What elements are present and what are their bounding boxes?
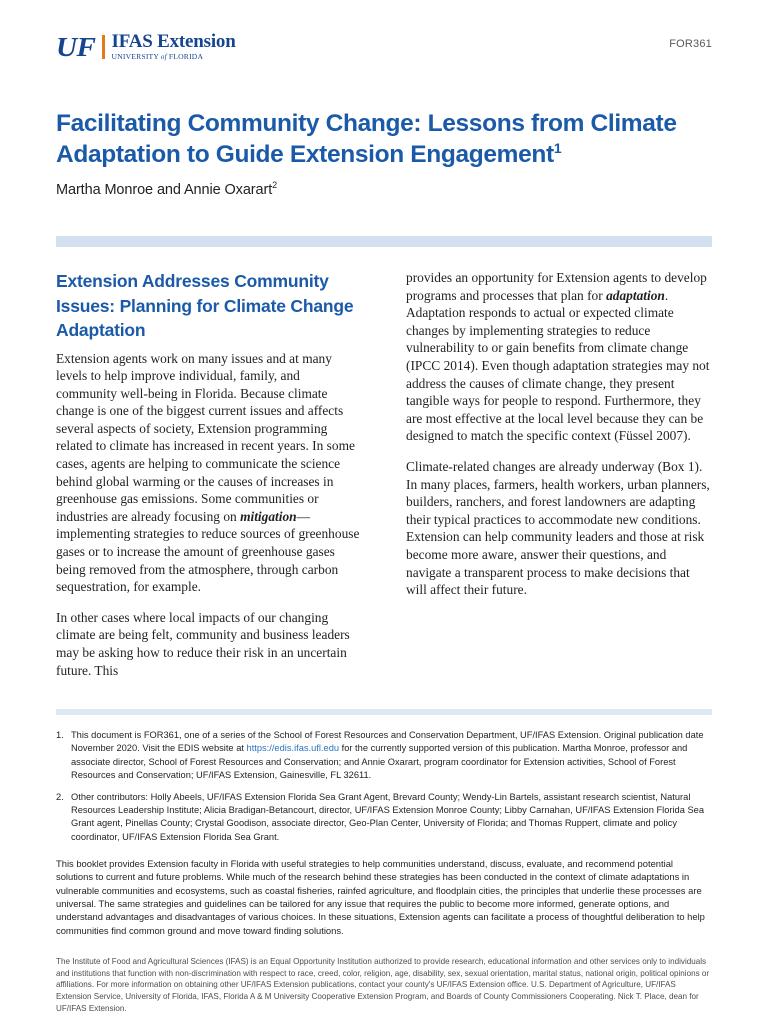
authors-line <box>56 181 712 200</box>
right-p1-part2: . Adaptation responds to actual or expected climate changes by implementing strategies to reduce vulnerability to or gain benefits from climate change (IPCC 2014). Even though adaptation strategies may not address the causes of climate change, they present tangible ways for people to respond. Furthermore, they are most effective at the local level because they can be designed to match the specific context (Füssel 2007). <box>406 287 710 444</box>
booklet-description: This booklet provides Extension faculty in Florida with useful strategies to help communities understand, discuss, evaluate, and recommend potential solutions to current and future problems. While much of the research behind these strategies has been conducted in the context of climate adaptations in vulnerable communities and ecosystems, such as coastal fisheries, rainfed agriculture, and floodplain cities, the principles that underlie these processes are universal. The same strategies and guidelines can be tailored for any issue that requires the public to become more informed, generate options, and understand advantages and disadvantages of various choices. In these situations, Extension agents can facilitate a process of thoughtful deliberation to help communities find common ground and move toward finding solutions. <box>56 857 705 936</box>
header-divider-rule <box>56 236 712 247</box>
right-paragraph-2: Climate-related changes are already underway (Box 1). In many places, farmers, health workers, urban planners, builders, ranchers, and forest landowners are adapting their typical practices to accommodate new conditions. Extension can help community leaders and those at risk become more aware, answer their questions, and navigate a transparent process to make decisions that will affect their future. <box>406 458 710 598</box>
left-p1-part2: —implementing strategies to reduce sources of greenhouse gases or to increase the amount of greenhouse gases being removed from the atmosphere, through carbon sequestration, for example. <box>56 508 360 595</box>
uf-ifas-extension-logo <box>56 30 712 62</box>
left-column <box>56 269 362 679</box>
page-title-text: Facilitating Community Change: Lessons from Climate Adaptation to Guide Extension Engagement <box>56 110 677 168</box>
document-code: FOR361 <box>669 38 712 50</box>
title-block <box>56 108 712 200</box>
page-title <box>56 108 706 170</box>
logo-tagline <box>112 52 236 62</box>
left-p1-emphasis: mitigation <box>240 508 297 524</box>
left-paragraph-2: In other cases where local impacts of our changing climate are being felt, community and business leaders may be asking how to reduce their risk in an uncertain future. This <box>56 609 350 678</box>
logo-divider-bar <box>102 35 105 59</box>
authors-footnote-marker: 2 <box>272 180 278 191</box>
right-p1-emphasis: adaptation <box>606 287 665 303</box>
footnotes-divider-rule <box>56 709 712 715</box>
right-paragraph-1 <box>406 269 712 445</box>
legal-notice: The Institute of Food and Agricultural Sciences (IFAS) is an Equal Opportunity Institution authorized to provide research, educational information and other services only to individuals and institutions that function with non-discrimination with respect to race, creed, color, religion, age, disability, sex, sexual orientation, marital status, national origin, political opinions or affiliations. For more information on obtaining other UF/IFAS Extension publications, contact your county's UF/IFAS Extension office. U.S. Department of Agriculture, UF/IFAS Extension Service, University of Florida, IFAS, Florida A & M University Cooperative Extension Program, and Boards of County Commissioners Cooperating. Nick T. Place, dean for UF/IFAS Extension. <box>56 957 710 1013</box>
logo-tagline-pre: UNIVERSITY <box>111 51 161 61</box>
footnote-item <box>56 791 712 844</box>
section-heading: Extension Addresses Community Issues: Planning for Climate Change Adaptation <box>56 271 354 340</box>
logo-tagline-post: FLORIDA <box>166 51 204 61</box>
page-header <box>56 0 712 78</box>
footnotes-section <box>56 729 712 1014</box>
logo-tagline-of: of <box>160 52 167 61</box>
right-p1-part1: provides an opportunity for Extension agents to develop programs and processes that plan for <box>406 270 707 303</box>
left-paragraph-1 <box>56 350 362 596</box>
footnote-text-part1: This document is FOR361, one of a series of the School of Forest Resources and Conservation Department, UF/IFAS Extension. Original publication date November 2020. Visit the EDIS website at <box>71 730 704 754</box>
footnote-text <box>71 729 712 782</box>
uf-monogram: UF <box>56 32 96 62</box>
footnote-text-part1: Other contributors: Holly Abeels, UF/IFAS Extension Florida Sea Grant Agent, Brevard County; Wendy-Lin Bartels, assistant research scientist, Natural Resources Leadership Institute; Alicia Bradigan-Betancourt, director, UF/IFAS Extension Monroe County; Libby Carnahan, UF/IFAS Extension Florida Sea Grant agent, Pinellas County; Crystal Goodison, associate director, Geo-Plan Center, University of Florida; and Thomas Ruppert, climate and policy coordinator, UF/IFAS Extension Florida Sea Grant. <box>71 792 705 842</box>
footnote-text-part2: for the currently supported version of this publication. Martha Monroe, professor and associate director, School of Forest Resources and Conservation; and Annie Oxarart, program coordinator for Extension activities, School of Forest Resources and Conservation; UF/IFAS Extension, Gainesville, FL 32611. <box>71 743 688 780</box>
footnote-number: 1. <box>56 730 64 741</box>
body-columns <box>56 269 712 679</box>
edis-website-link[interactable]: https://edis.ifas.ufl.edu <box>246 743 340 754</box>
authors-names: Martha Monroe and Annie Oxarart <box>56 182 273 198</box>
footnote-text <box>71 791 712 844</box>
footnote-item <box>56 729 712 782</box>
logo-wordmark <box>111 30 236 61</box>
left-p1-part1: Extension agents work on many issues and at many levels to help improve individual, family, and community well-being in Florida. Because climate change is one of the biggest current issues and affects several aspects of society, Extension programming related to climate has increased in recent years. In some cases, agents are helping to communicate the science behind global warming or the causes of increases in greenhouse gas emissions. Some communities or industries are already focusing on <box>56 350 355 524</box>
footnote-number: 2. <box>56 792 64 802</box>
logo-name: IFAS Extension <box>111 30 236 52</box>
title-footnote-marker: 1 <box>553 139 562 156</box>
right-column <box>406 269 712 679</box>
